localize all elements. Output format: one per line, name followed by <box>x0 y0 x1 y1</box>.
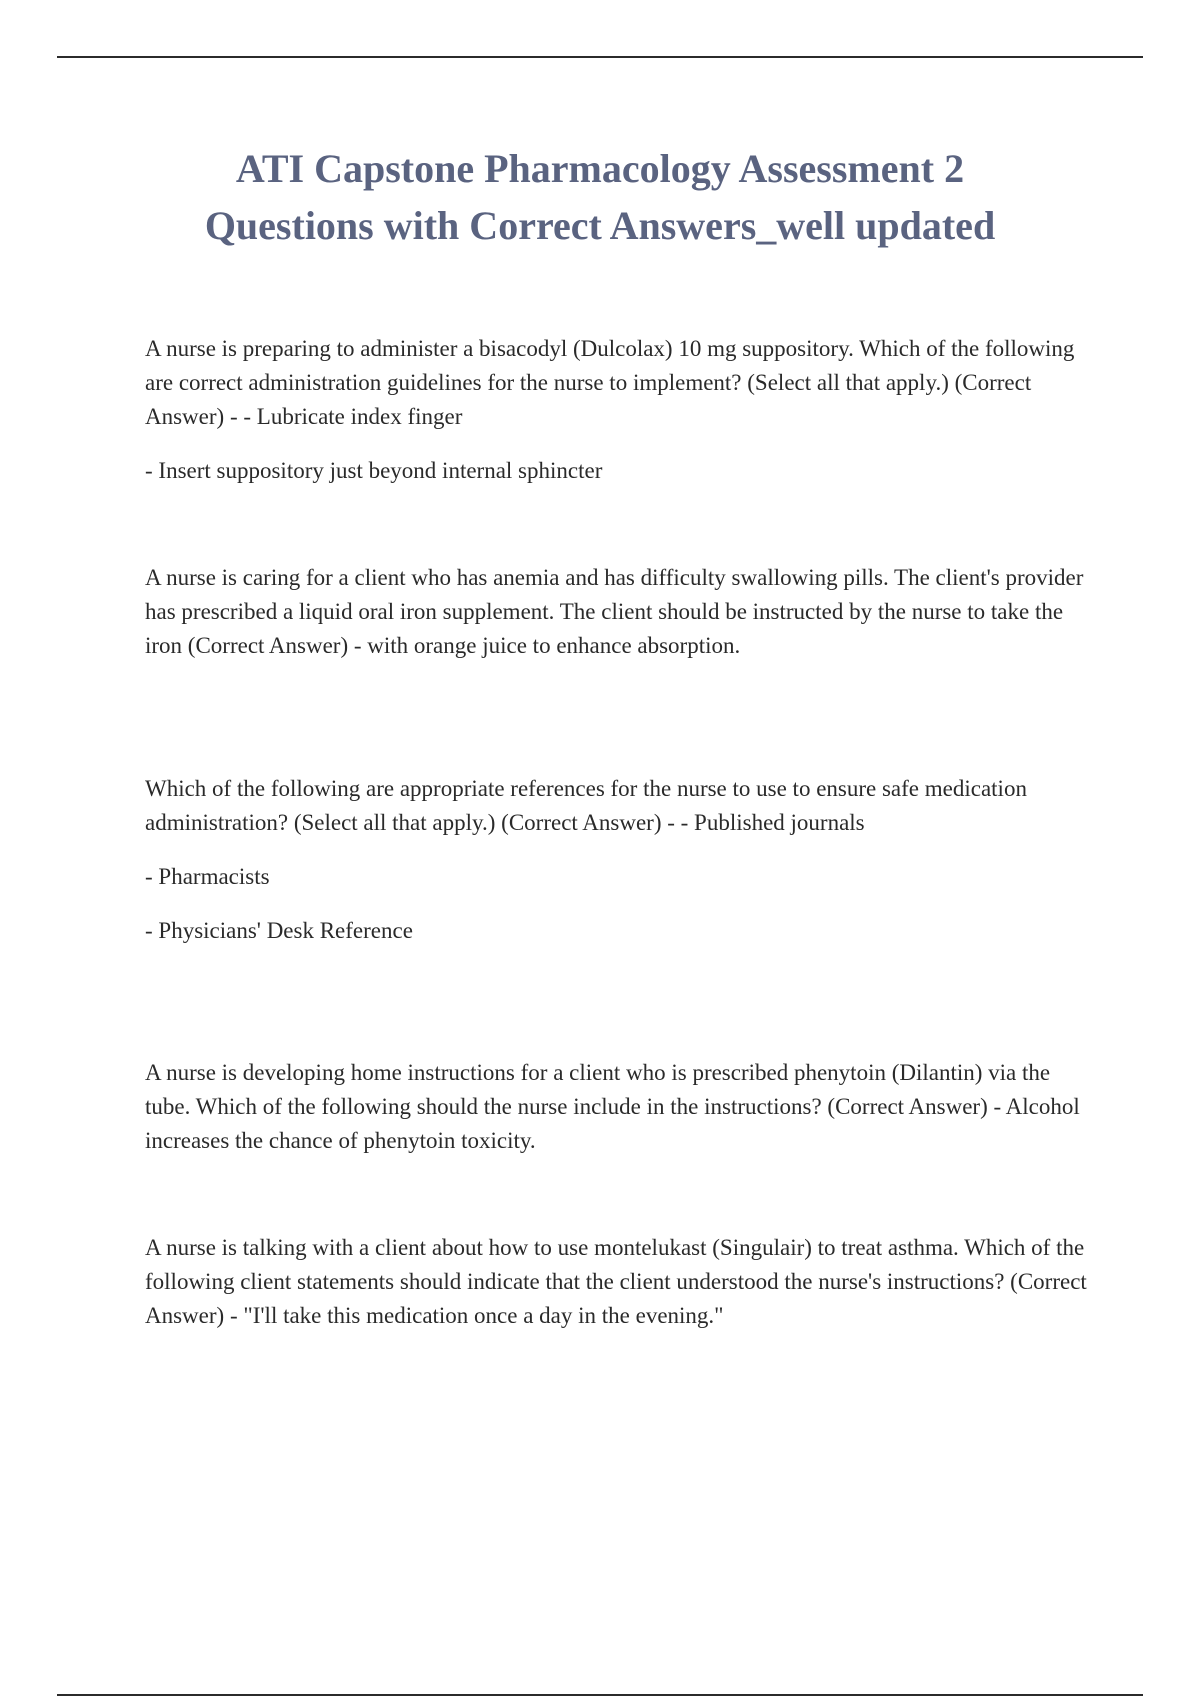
answer-item: - Physicians' Desk Reference <box>145 918 413 943</box>
top-rule <box>57 56 1143 58</box>
title-line-2: Questions with Correct Answers_well updated <box>204 203 996 248</box>
answer-item: - Insert suppository just beyond internal sphincter <box>145 458 603 483</box>
question-text: A nurse is developing home instructions for a client who is prescribed phenytoin (Dilantin) via the tube. Which of the following should the nurse include in the instructions? (Correct Answer) - Alcohol increases the chance of phenytoin toxicity. <box>145 1060 1080 1153</box>
page-title <box>100 140 1100 254</box>
question-text: A nurse is talking with a client about how to use montelukast (Singulair) to treat asthma. Which of the following client statements should indicate that the client understood the nurse's instructions? (Correct Answer) - "I'll take this medication once a day in the evening." <box>145 1235 1087 1328</box>
question-block-4 <box>145 1056 1090 1158</box>
bottom-rule <box>57 1694 1143 1696</box>
question-block-1 <box>145 332 1090 488</box>
question-block-3 <box>145 772 1090 948</box>
question-text: A nurse is preparing to administer a bisacodyl (Dulcolax) 10 mg suppository. Which of the following are correct administration guidelines for the nurse to implement? (Select all that apply.) (Correct Answer) - - Lubricate index finger <box>145 336 1075 429</box>
answer-item: - Pharmacists <box>145 864 270 889</box>
question-text: Which of the following are appropriate references for the nurse to use to ensure safe medication administration? (Select all that apply.) (Correct Answer) - - Published journals <box>145 776 1027 835</box>
title-line-1: ATI Capstone Pharmacology Assessment 2 <box>235 146 965 191</box>
question-block-2 <box>145 561 1090 663</box>
question-text: A nurse is caring for a client who has anemia and has difficulty swallowing pills. The client's provider has prescribed a liquid oral iron supplement. The client should be instructed by the nurse to take the iron (Correct Answer) - with orange juice to enhance absorption. <box>145 565 1084 658</box>
question-block-5 <box>145 1231 1090 1333</box>
